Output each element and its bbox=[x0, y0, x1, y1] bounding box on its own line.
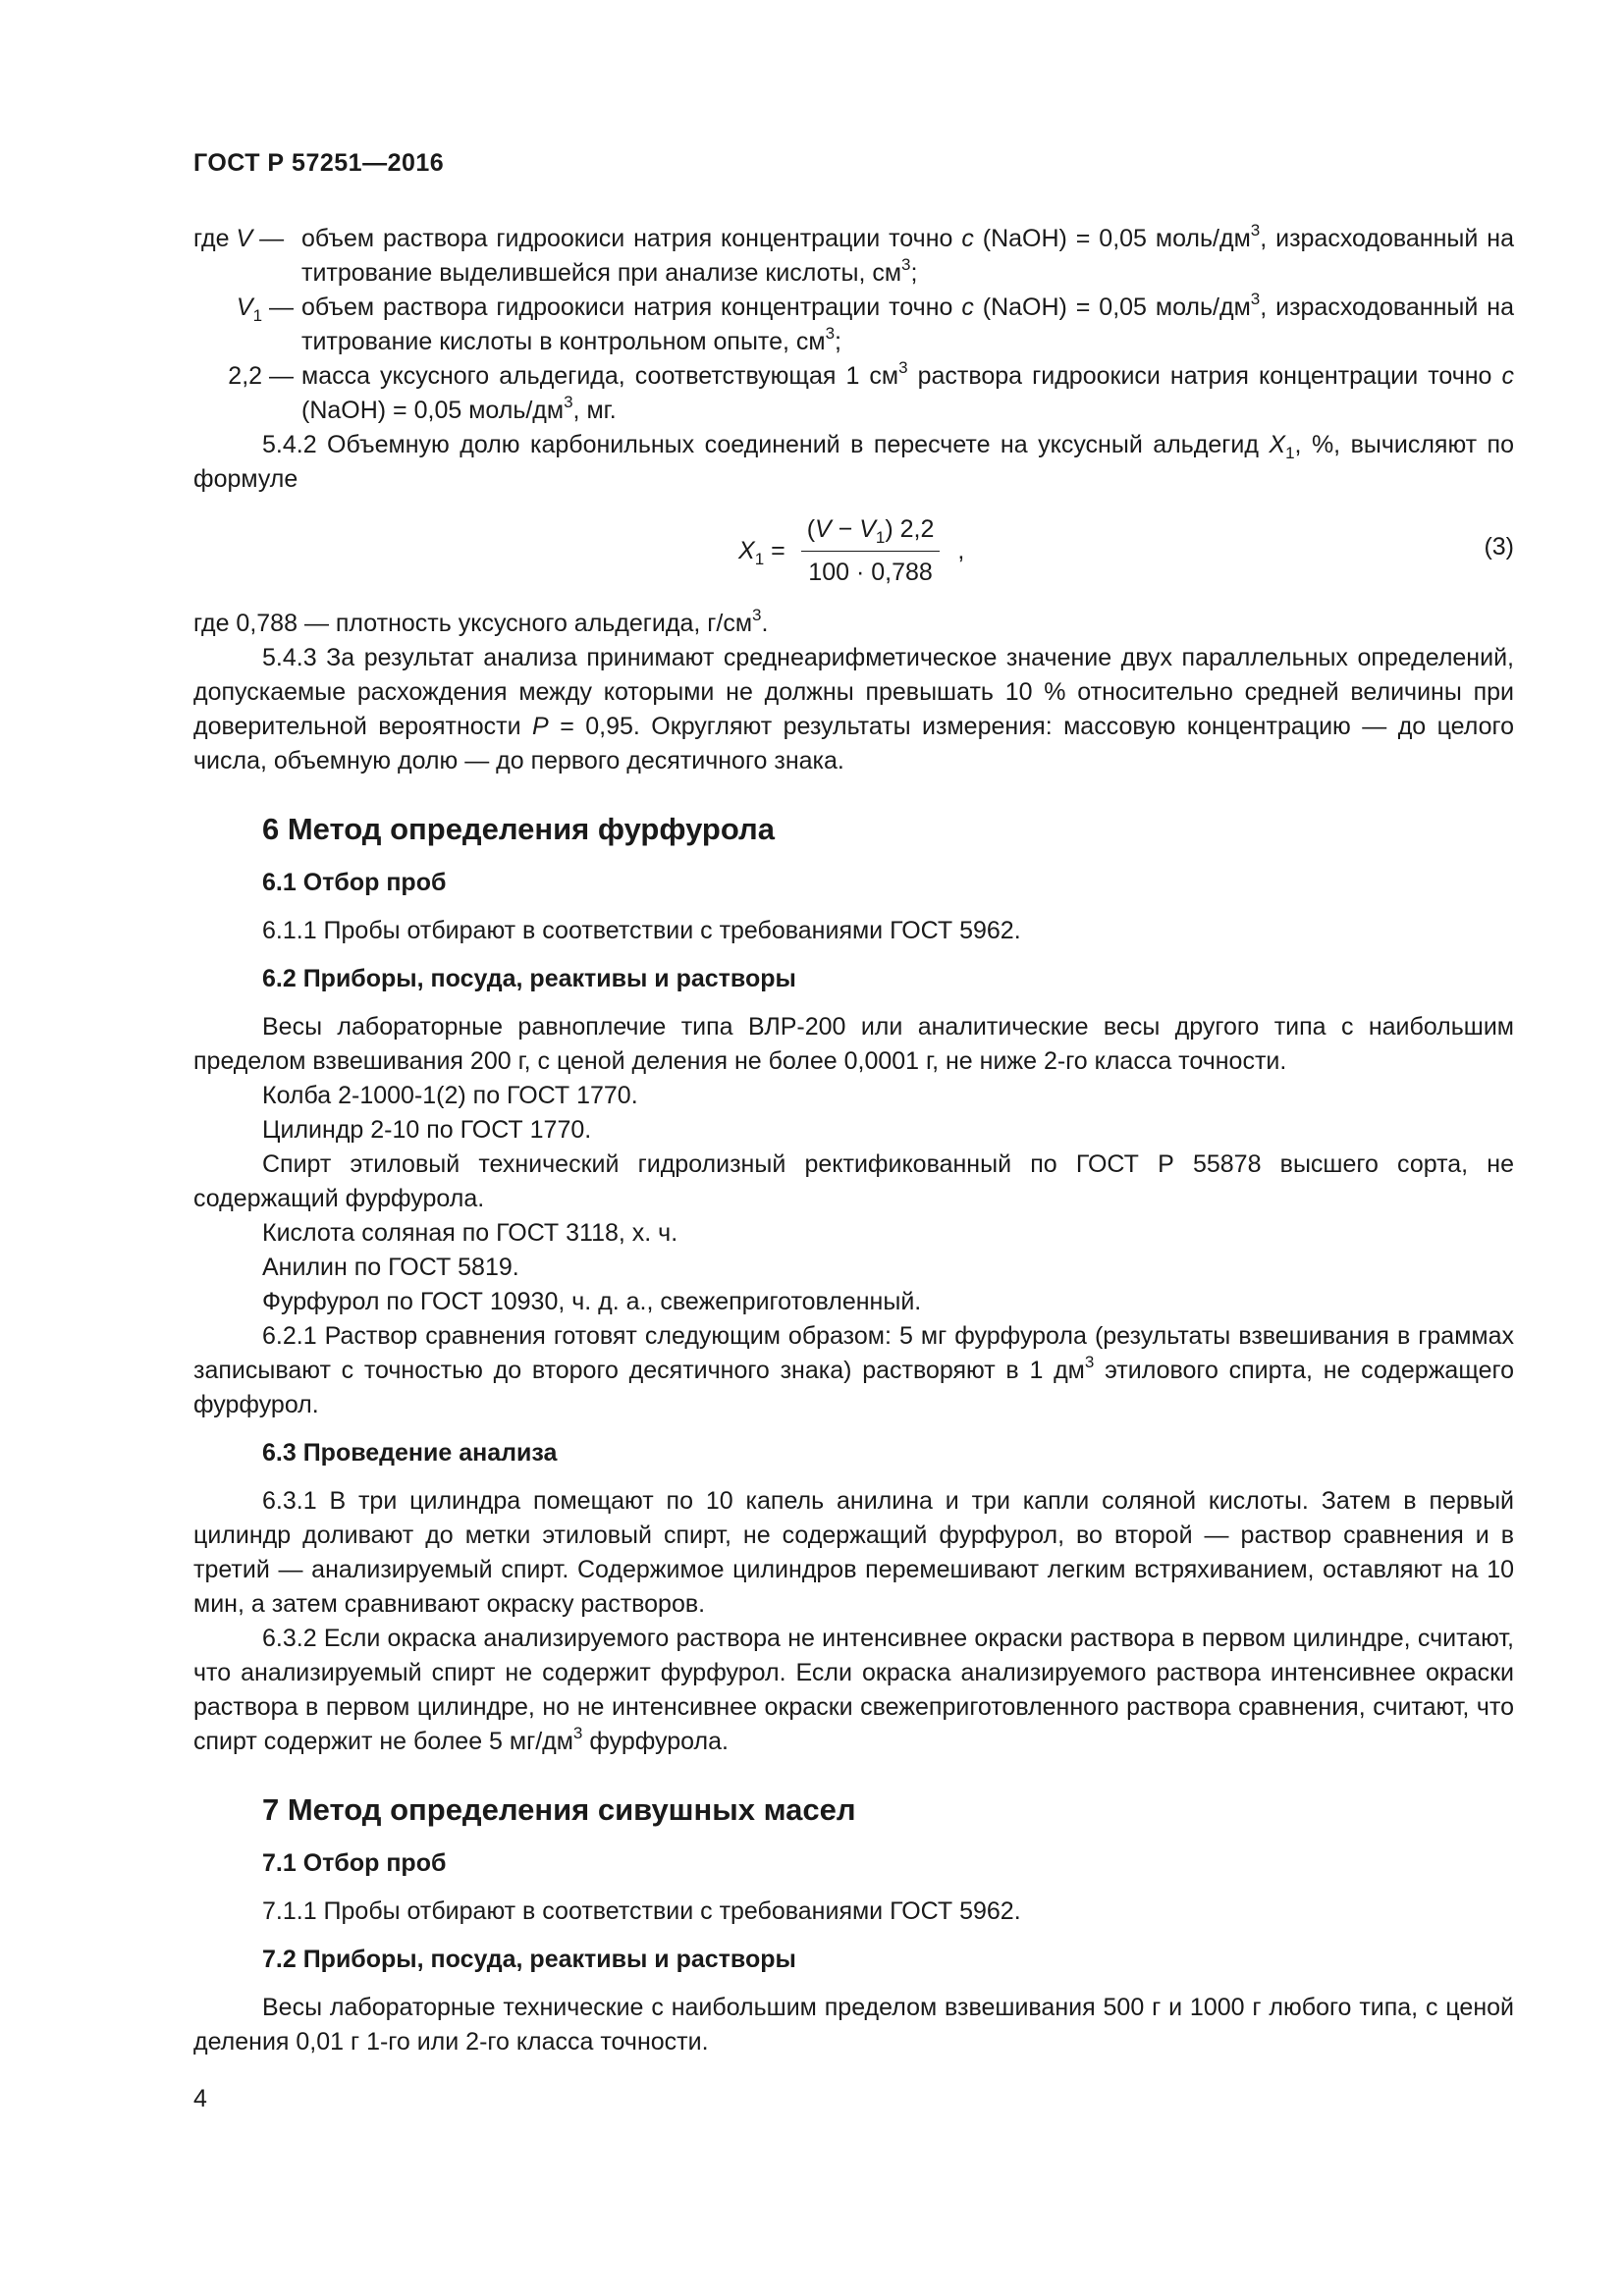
formula-denominator: 100 · 0,788 bbox=[808, 559, 933, 586]
section-6-3-title: 6.3 Проведение анализа bbox=[262, 1439, 558, 1467]
formula-comma: , bbox=[957, 537, 965, 564]
formula-fraction bbox=[801, 512, 941, 590]
legend-label: $V_1$ — bbox=[236, 294, 294, 325]
list-item-aniline: Анилин по ГОСТ 5819. bbox=[262, 1254, 519, 1281]
legend-row bbox=[193, 359, 1514, 428]
formula-lhs: $X_1$ = bbox=[738, 537, 785, 568]
document-body bbox=[193, 222, 1514, 2059]
paragraph-5-4-3: 5.4.3 За результат анализа принимают среднеарифметическое значение двух параллельных определений, допускаемые расхождения между которыми не должны превышать 10 % относительно средней величины при доверительной вероятности P = 0,95. Округляют результаты измерения: массовую концентрацию — до целого числа, объемную долю — до первого десятичного знака. bbox=[193, 644, 1514, 774]
paragraph-6-2-scales: Весы лабораторные равноплечие типа ВЛР-200 или аналитические весы другого типа с наибольшим пределом взвешивания 200 г, с ценой деления не более 0,0001 г, не ниже 2-го класса точности. bbox=[193, 1013, 1514, 1075]
list-item-furfural: Фурфурол по ГОСТ 10930, ч. д. а., свежеприготовленный. bbox=[262, 1288, 922, 1315]
paragraph-6-3-2: 6.3.2 Если окраска анализируемого раствора не интенсивнее окраски раствора в первом цилиндре, считают, что анализируемый спирт не содержит фурфурол. Если окраска анализируемого раствора интенсивнее окраски раствора в первом цилиндре, но не интенсивнее окраски свежеприготовленного раствора сравнения, считают, что спирт содержит не более 5 $мг/дм^3$ фурфурола. bbox=[193, 1625, 1514, 1755]
legend-text: объем раствора гидроокиси натрия концентрации точно c (NaOH) = 0,05 моль/$дм^3$, израсходованный на титрование выделившейся при анализе кислоты, $см^3$; bbox=[301, 221, 1514, 287]
document-header: ГОСТ Р 57251—2016 bbox=[193, 149, 445, 177]
paragraph-7-2-scales: Весы лабораторные технические с наибольшим пределом взвешивания 500 г и 1000 г любого типа, с ценой деления 0,01 г 1-го или 2-го класса точности. bbox=[193, 1994, 1514, 2056]
variables-legend bbox=[193, 222, 1514, 428]
list-item-flask: Колба 2-1000-1(2) по ГОСТ 1770. bbox=[262, 1082, 638, 1109]
paragraph-6-2-1: 6.2.1 Раствор сравнения готовят следующим образом: 5 мг фурфурола (результаты взвешивания в граммах записывают с точностью до второго десятичного знака) растворяют в 1 $дм^3$ этилового спирта, не содержащего фурфурол. bbox=[193, 1322, 1514, 1418]
formula-expression bbox=[738, 512, 964, 590]
paragraph-7-1-1: 7.1.1 Пробы отбирают в соответствии с требованиями ГОСТ 5962. bbox=[262, 1897, 1021, 1925]
page-number: 4 bbox=[193, 2085, 207, 2112]
legend-row bbox=[193, 291, 1514, 359]
formula-number: (3) bbox=[1484, 533, 1514, 561]
section-6-2-title: 6.2 Приборы, посуда, реактивы и растворы bbox=[262, 965, 796, 992]
legend-text: объем раствора гидроокиси натрия концентрации точно c (NaOH) = 0,05 моль/$дм^3$, израсходованный на титрование кислоты в контрольном опыте, $см^3$; bbox=[301, 290, 1514, 355]
list-item-acid: Кислота соляная по ГОСТ 3118, х. ч. bbox=[262, 1219, 678, 1247]
section-6-1-title: 6.1 Отбор проб bbox=[262, 869, 447, 896]
paragraph-6-1-1: 6.1.1 Пробы отбирают в соответствии с требованиями ГОСТ 5962. bbox=[262, 917, 1021, 944]
section-7-2-title: 7.2 Приборы, посуда, реактивы и растворы bbox=[262, 1946, 796, 1973]
legend-label: 2,2 — bbox=[228, 362, 294, 390]
legend-text: масса уксусного альдегида, соответствующая 1 $см^3$ раствора гидроокиси натрия концентрации точно c (NaOH) = 0,05 моль/$дм^3$, мг. bbox=[301, 358, 1514, 424]
paragraph-6-2-spirit: Спирт этиловый технический гидролизный ректификованный по ГОСТ Р 55878 высшего сорта, не содержащий фурфурола. bbox=[193, 1150, 1514, 1212]
section-7-1-title: 7.1 Отбор проб bbox=[262, 1849, 447, 1877]
legend-0788: где 0,788 — плотность уксусного альдегида, $г/см^3$. bbox=[193, 606, 769, 637]
paragraph-6-3-1: 6.3.1 В три цилиндра помещают по 10 капель анилина и три капли соляной кислоты. Затем в первый цилиндр доливают до метки этиловый спирт, не содержащий фурфурол, во второй — раствор сравнения и в третий — анализируемый спирт. Содержимое цилиндров перемешивают легким встряхиванием, оставляют на 10 мин, а затем сравнивают окраску растворов. bbox=[193, 1487, 1514, 1618]
formula-3 bbox=[193, 507, 1514, 597]
list-item-cylinder: Цилиндр 2-10 по ГОСТ 1770. bbox=[262, 1116, 592, 1144]
section-7-title: 7 Метод определения сивушных масел bbox=[262, 1792, 856, 1827]
paragraph-5-4-2: 5.4.2 Объемную долю карбонильных соединений в пересчете на уксусный альдегид $X_1$, %, вычисляют по формуле bbox=[193, 431, 1515, 493]
section-6-title: 6 Метод определения фурфурола bbox=[262, 812, 775, 846]
legend-row bbox=[193, 222, 1514, 291]
formula-numerator: $(V - V_1)$ 2,2 bbox=[801, 512, 941, 552]
legend-label: где V — bbox=[193, 225, 285, 252]
